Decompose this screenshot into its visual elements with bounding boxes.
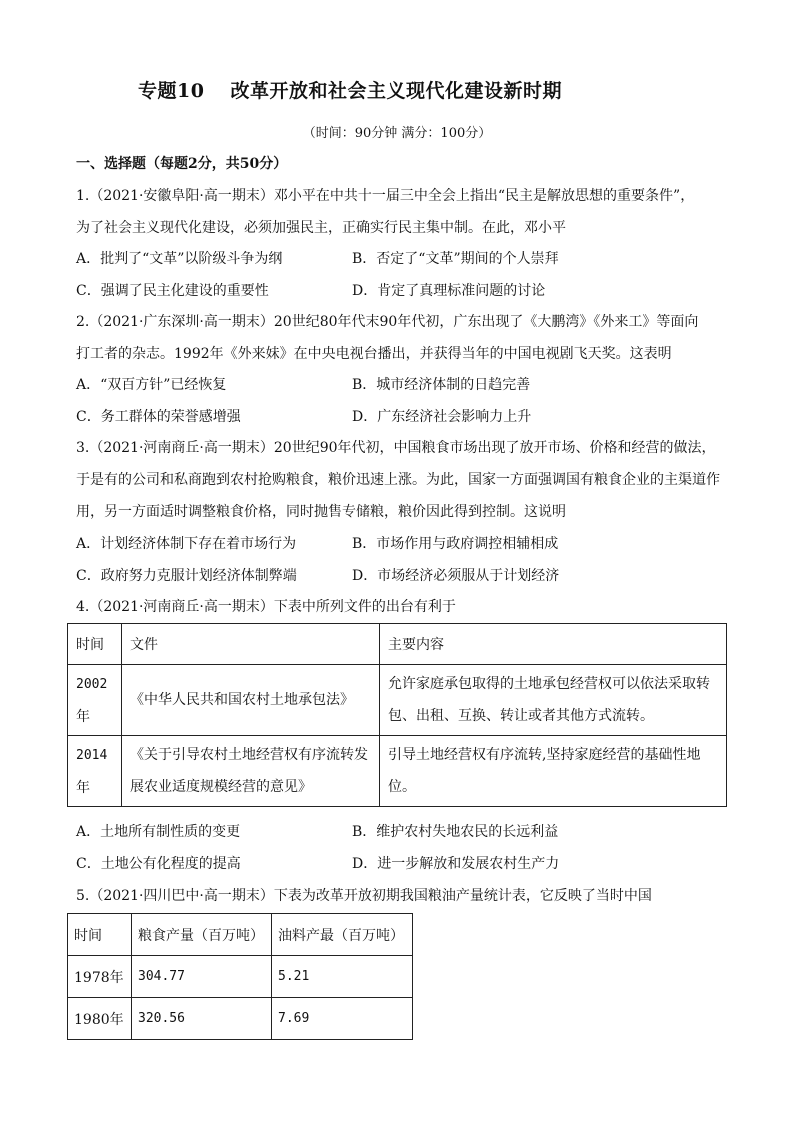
exam-info: （时间：90分钟 满分：100分）: [302, 126, 492, 141]
question-4-line-1: 4.（2021·河南商丘·高一期末）下表中所列文件的出台有利于: [76, 599, 456, 615]
question-2-line-2: 打工者的杂志。1992年《外来妹》在中央电视台播出，并获得当年的中国电视剧飞天奖。这表明: [76, 346, 672, 362]
table-header-row: [68, 624, 727, 665]
table-row: [68, 736, 727, 807]
table-header-cell: 时间: [68, 624, 122, 665]
question-3-option-b: B．市场作用与政府调控相辅相成: [352, 536, 559, 552]
table-cell: 7.69: [272, 998, 413, 1040]
question-2-line-1: 2.（2021·广东深圳·高一期末）20世纪80年代末90年代初，广东出现了《大鹏湾》《外来工》等面向: [76, 314, 699, 330]
table-cell: 5.21: [272, 956, 413, 998]
table-row: [68, 998, 413, 1040]
question-3-option-c: C．政府努力克服计划经济体制弊端: [76, 568, 297, 584]
table-cell-document: [122, 736, 380, 807]
question-2-option-d: D．广东经济社会影响力上升: [352, 409, 532, 425]
question-1-option-a: A．批判了“文革”以阶级斗争为纲: [76, 251, 283, 267]
question-1-option-c: C．强调了民主化建设的重要性: [76, 283, 269, 299]
table-cell-year: [68, 665, 122, 736]
table-header-cell: 时间: [68, 914, 132, 956]
question-1-option-b: B．否定了“文革”期间的个人崇拜: [352, 251, 559, 267]
section-heading: 一、选择题（每题2分，共50分）: [76, 156, 288, 172]
year-unit: 年: [76, 779, 90, 796]
document-name-line: 展农业适度规模经营的意见》: [130, 779, 312, 795]
table-cell-content: [380, 736, 727, 807]
question-1-line-1: 1.（2021·安徽阜阳·高一期末）邓小平在中共十一届三中全会上指出“民主是解放思想的重要条件”，: [76, 188, 695, 204]
table-row: [68, 665, 727, 736]
question-3-line-2: 于是有的公司和私商跑到农村抢购粮食，粮价迅速上涨。为此，国家一方面强调国有粮食企业的主渠道作: [76, 472, 720, 488]
question-2-option-c: C．务工群体的荣誉感增强: [76, 409, 241, 425]
table-cell: 304.77: [132, 956, 272, 998]
document-name-line: 《中华人民共和国农村土地承包法》: [130, 692, 354, 708]
table-header-cell: 主要内容: [380, 624, 727, 665]
content-line: 包、出租、互换、转让或者其他方式流转。: [388, 708, 654, 724]
table-cell-document: [122, 665, 380, 736]
topic-number: 专题10: [138, 80, 205, 102]
table-cell-content: [380, 665, 727, 736]
table-header-cell: 粮食产量（百万吨）: [132, 914, 272, 956]
question-4-option-c: C．土地公有化程度的提高: [76, 856, 241, 872]
table-header-cell: 文件: [122, 624, 380, 665]
table-cell-year: [68, 736, 122, 807]
table-cell: 1978年: [68, 956, 132, 998]
content-line: 引导土地经营权有序流转,坚持家庭经营的基础性地位。: [388, 747, 701, 795]
question-3-option-d: D．市场经济必须服从于计划经济: [352, 568, 560, 584]
question-3-line-1: 3.（2021·河南商丘·高一期末）20世纪90年代初，中国粮食市场出现了放开市场、价格和经营的做法，: [76, 440, 716, 456]
question-2-option-b: B．城市经济体制的日趋完善: [352, 377, 531, 393]
year-number: 2014: [76, 747, 108, 763]
year-number: 2002: [76, 676, 108, 692]
question-4-option-a: A．土地所有制性质的变更: [76, 824, 241, 840]
question-3-line-3: 用，另一方面适时调整粮食价格，同时抛售专储粮，粮价因此得到控制。这说明: [76, 504, 566, 520]
topic-title: 改革开放和社会主义现代化建设新时期: [230, 80, 562, 102]
table-cell: 320.56: [132, 998, 272, 1040]
question-1-option-d: D．肯定了真理标准问题的讨论: [352, 283, 546, 299]
question-5-line-1: 5.（2021·四川巴中·高一期末）下表为改革开放初期我国粮油产量统计表，它反映了当时中国: [76, 888, 652, 904]
table-row: [68, 956, 413, 998]
table-cell: 1980年: [68, 998, 132, 1040]
document-name-line: 《关于引导农村土地经营权有序流转发: [130, 747, 368, 763]
question-4-option-b: B．维护农村失地农民的长远利益: [352, 824, 559, 840]
question-3-option-a: A．计划经济体制下存在着市场行为: [76, 536, 297, 552]
table-header-row: [68, 914, 413, 956]
question-4-table: [67, 623, 727, 807]
page-title: [138, 76, 562, 103]
question-4-option-d: D．进一步解放和发展农村生产力: [352, 856, 560, 872]
question-1-line-2: 为了社会主义现代化建设，必须加强民主，正确实行民主集中制。在此，邓小平: [76, 220, 566, 236]
table-header-cell: 油料产最（百万吨）: [272, 914, 413, 956]
year-unit: 年: [76, 708, 90, 725]
question-2-option-a: A．“双百方针”已经恢复: [76, 377, 227, 393]
question-5-table: [67, 913, 413, 1040]
content-line: 允许家庭承包取得的土地承包经营权可以依法采取转: [388, 676, 710, 692]
